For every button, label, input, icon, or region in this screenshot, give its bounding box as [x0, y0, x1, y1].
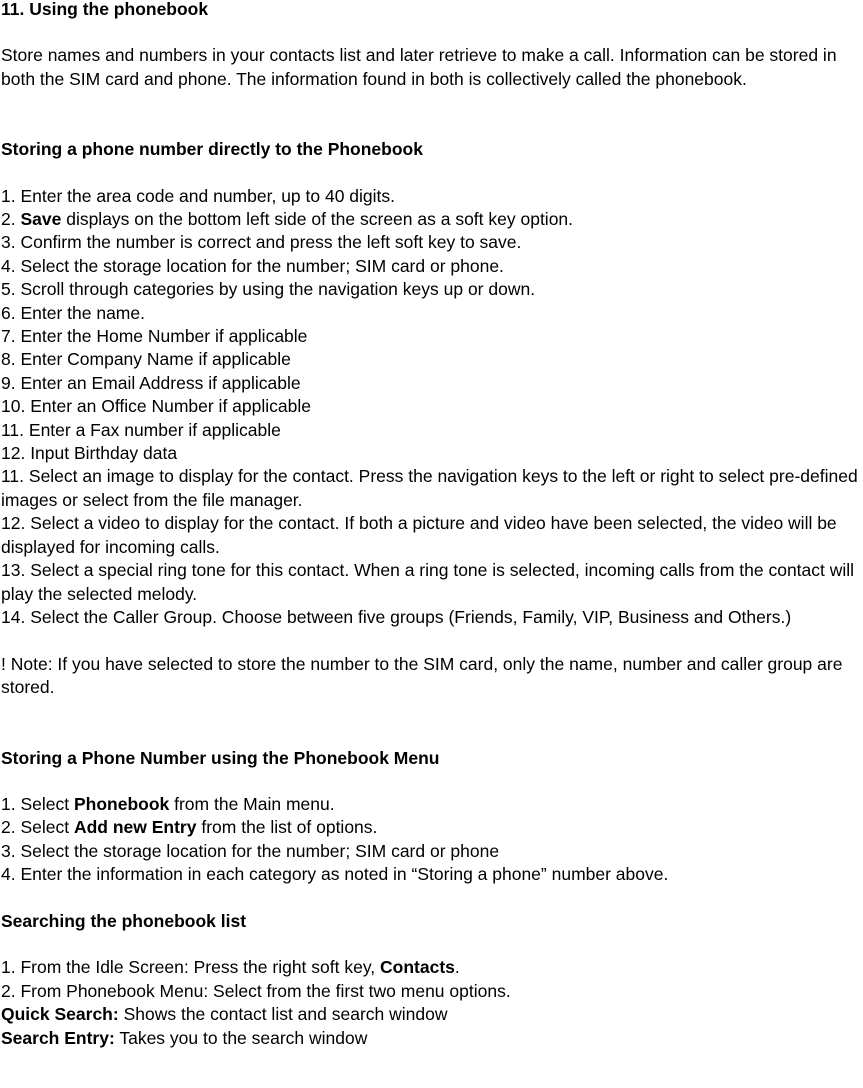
subsection-heading-search: Searching the phonebook list: [1, 910, 247, 931]
spacer: [1, 161, 861, 184]
bold-term: Add new Entry: [73, 817, 197, 838]
list-item: 1. From the Idle Screen: Press the right soft key, Contacts.: [1, 957, 460, 978]
list-item: 12. Select a video to display for the contact. If both a picture and video have been selected, the video will be displayed for incoming calls.: [1, 513, 837, 557]
document-page: [1, 0, 861, 1050]
list-item: 2. Save displays on the bottom left side of the screen as a soft key option.: [1, 209, 574, 229]
spacer: [1, 21, 861, 44]
list-item: 2. Select Add new Entry from the list of options.: [1, 817, 378, 838]
spacer: [1, 700, 861, 747]
list-item: 4. Enter the information in each category as noted in “Storing a phone” number above.: [1, 864, 669, 885]
list-item: Quick Search: Shows the contact list and search window: [1, 1004, 448, 1025]
list-item: 3. Select the storage location for the number; SIM card or phone: [1, 840, 500, 861]
bold-term: Save: [20, 209, 62, 229]
list-item: 6. Enter the name.: [1, 302, 145, 323]
list-item: 5. Scroll through categories by using the navigation keys up or down.: [1, 279, 536, 300]
spacer: [1, 887, 861, 910]
spacer: [1, 770, 861, 793]
spacer: [1, 629, 861, 652]
spacer: [1, 933, 861, 956]
list-item: 11. Enter a Fax number if applicable: [1, 419, 281, 440]
list-item: 1. Enter the area code and number, up to 40 digits.: [1, 185, 396, 206]
list-item: 3. Confirm the number is correct and press the left soft key to save.: [1, 232, 522, 253]
bold-term: Quick Search:: [1, 1004, 119, 1025]
list-item: 10. Enter an Office Number if applicable: [1, 396, 311, 417]
list-item: 9. Enter an Email Address if applicable: [1, 372, 301, 393]
list-item: Search Entry: Takes you to the search window: [1, 1027, 368, 1048]
list-item: 2. From Phonebook Menu: Select from the first two menu options.: [1, 980, 511, 1001]
list-item: 11. Select an image to display for the contact. Press the navigation keys to the left or right to select pre-defined images or select from the file manager.: [1, 466, 858, 510]
list-item: 7. Enter the Home Number if applicable: [1, 326, 308, 347]
list-item: 8. Enter Company Name if applicable: [1, 349, 291, 370]
list-item: 14. Select the Caller Group. Choose between five groups (Friends, Family, VIP, Business and Others.): [1, 606, 792, 627]
note-paragraph: ! Note: If you have selected to store the number to the SIM card, only the name, number and caller group are stored.: [1, 653, 843, 698]
spacer: [1, 91, 861, 138]
section-title: 11. Using the phonebook: [1, 0, 209, 19]
list-item: 12. Input Birthday data: [1, 443, 178, 464]
bold-term: Contacts: [380, 957, 455, 978]
subsection-heading-menu: Storing a Phone Number using the Phonebook Menu: [1, 747, 440, 768]
list-item: 4. Select the storage location for the number; SIM card or phone.: [1, 255, 504, 276]
subsection-heading-direct: Storing a phone number directly to the Phonebook: [1, 139, 423, 160]
list-item: 1. Select Phonebook from the Main menu.: [1, 793, 335, 814]
bold-term: Search Entry:: [1, 1027, 115, 1048]
list-item: 13. Select a special ring tone for this contact. When a ring tone is selected, incoming calls from the contact will play the selected melody.: [1, 560, 855, 604]
bold-term: Phonebook: [73, 793, 170, 814]
intro-paragraph: Store names and numbers in your contacts list and later retrieve to make a call. Information can be stored in both the SIM card and phone. The information found in both is collectively called the phonebook.: [1, 45, 837, 89]
